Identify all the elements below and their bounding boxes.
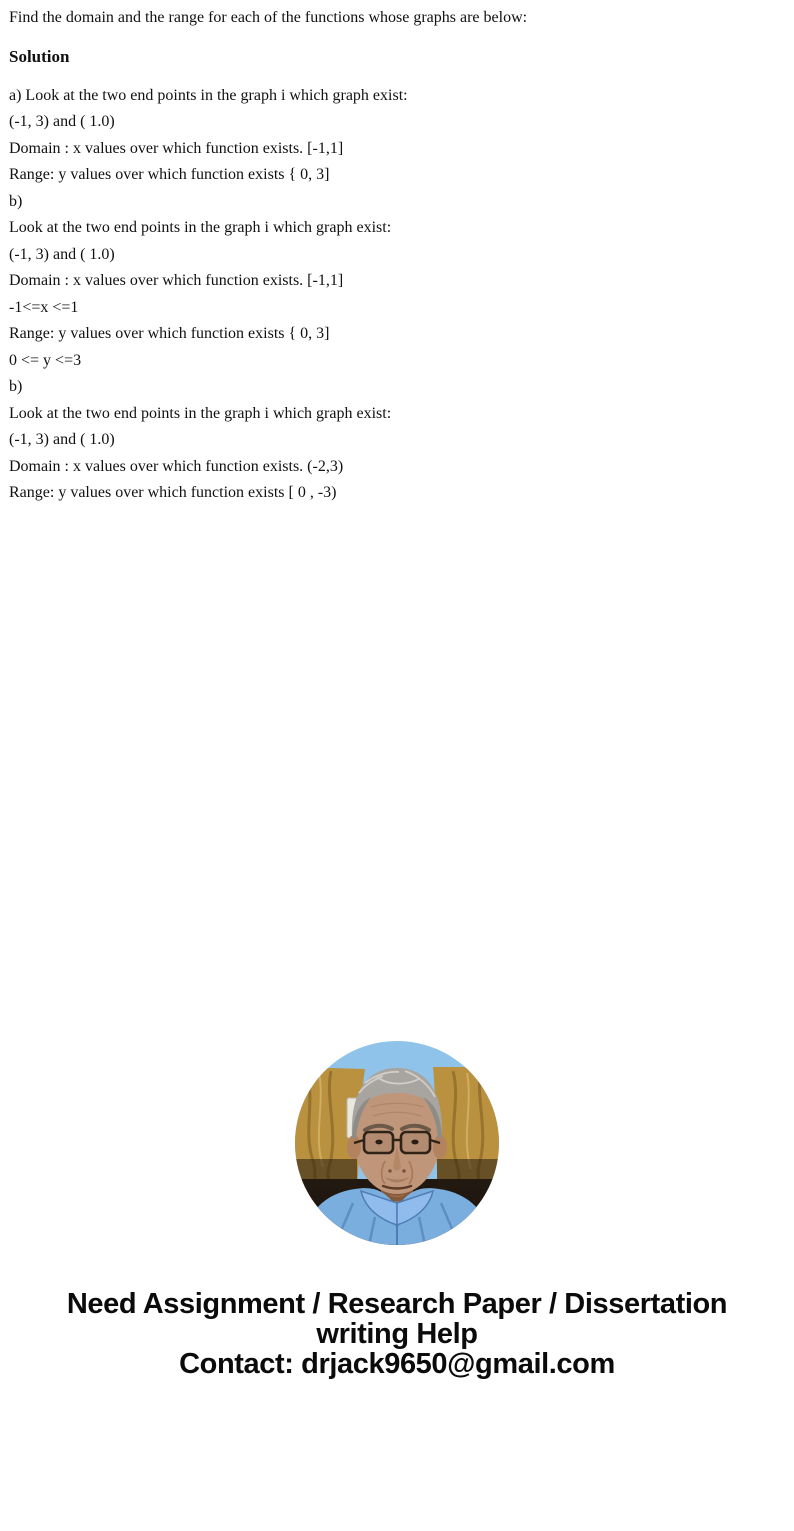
contact-line: Contact: drjack9650@gmail.com	[179, 1347, 615, 1380]
footer-cta	[0, 1289, 794, 1409]
paragraph: Range: y values over which function exists { 0, 3]	[9, 325, 330, 342]
avatar-eye-left	[375, 1139, 382, 1144]
paragraph: b)	[9, 192, 23, 210]
avatar-ear-right	[433, 1135, 447, 1159]
cta-heading: Need Assignment / Research Paper / Dissertation writing Help	[66, 1287, 728, 1350]
avatar-dark-shadow-left	[295, 1159, 357, 1189]
avatar-nostril	[388, 1169, 391, 1172]
avatar-ear-left	[347, 1135, 361, 1159]
paragraph: (-1, 3) and ( 1.0)	[9, 431, 115, 448]
avatar-dark-shadow-right	[437, 1159, 499, 1189]
solution-text	[0, 8, 794, 503]
paragraph: Range: y values over which function exists [ 0 , -3)	[9, 484, 337, 501]
avatar-eye-right	[411, 1139, 418, 1144]
avatar-photo-illustration	[295, 1041, 499, 1245]
paragraph: Domain : x values over which function exists. [-1,1]	[9, 272, 344, 289]
paragraph: Range: y values over which function exists { 0, 3]	[9, 166, 330, 183]
paragraph: a) Look at the two end points in the graph i which graph exist:	[9, 86, 408, 104]
page	[0, 8, 794, 1409]
paragraph: b)	[9, 378, 23, 395]
paragraph: -1<=x <=1	[9, 298, 79, 316]
intro-line: Find the domain and the range for each of the functions whose graphs are below:	[9, 8, 528, 26]
paragraph: Look at the two end points in the graph i which graph exist:	[9, 404, 392, 422]
paragraph: Domain : x values over which function exists. [-1,1]	[9, 139, 344, 157]
whitespace-gap	[0, 510, 794, 1041]
paragraph: Look at the two end points in the graph i which graph exist:	[9, 219, 392, 236]
avatar	[295, 1041, 499, 1245]
solution-heading: Solution	[9, 46, 70, 66]
paragraph: (-1, 3) and ( 1.0)	[9, 113, 115, 130]
avatar-nostril	[402, 1169, 405, 1172]
paragraph: 0 <= y <=3	[9, 351, 82, 369]
paragraph: Domain : x values over which function exists. (-2,3)	[9, 457, 344, 475]
paragraph: (-1, 3) and ( 1.0)	[9, 245, 115, 263]
